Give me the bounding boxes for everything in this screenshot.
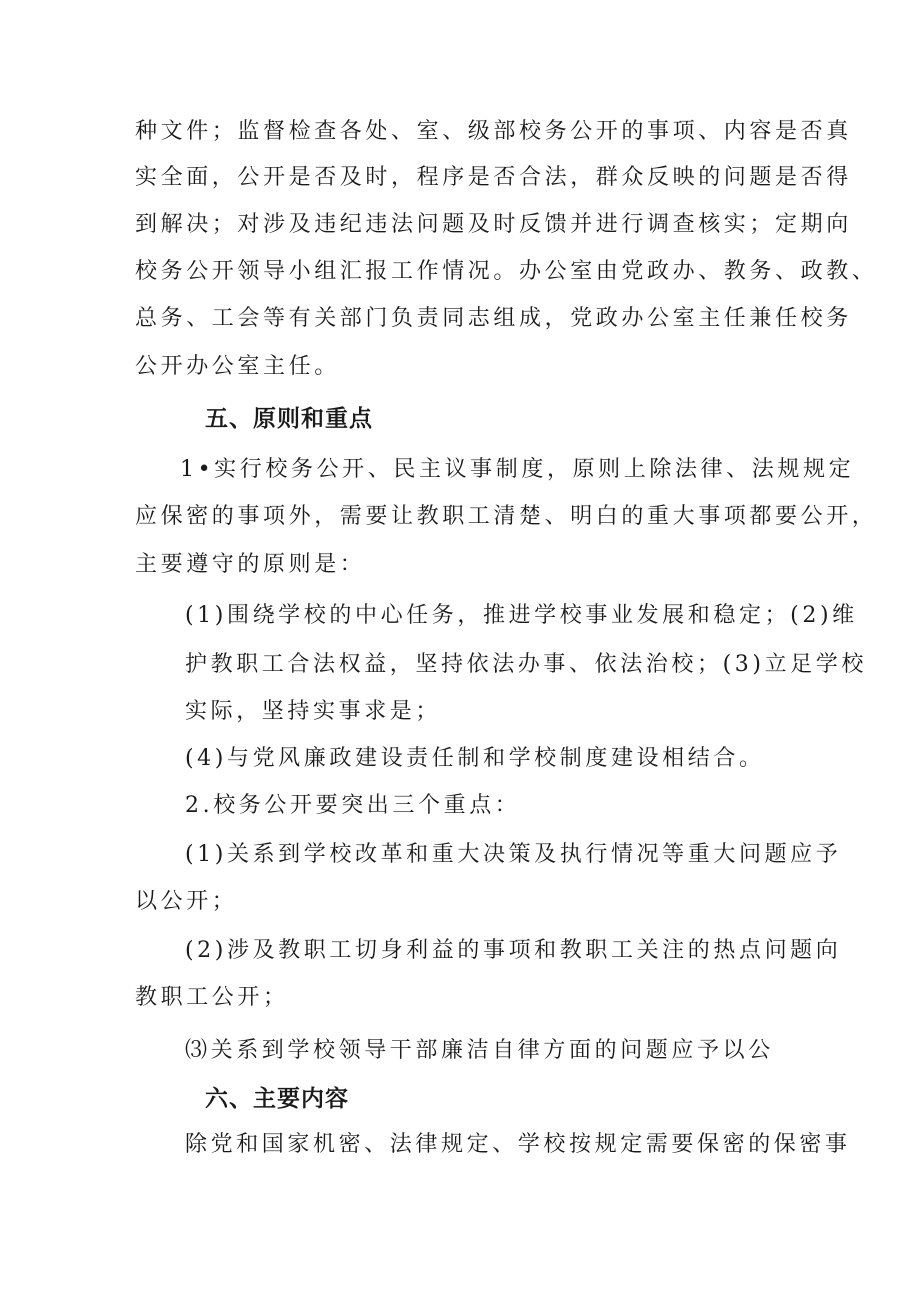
paragraph-line-15: (1)关系到学校改革和重大决策及执行情况等重大问题应予	[185, 842, 842, 867]
section-heading-5: 五、原则和重点	[205, 406, 373, 432]
paragraph-line-3: 到解决；对涉及违纪违法问题及时反馈并进行调查核实；定期向	[135, 212, 852, 237]
paragraph-line-12: 实际，坚持实事求是；	[185, 699, 442, 724]
section-heading-6: 六、主要内容	[205, 1086, 349, 1112]
paragraph-line-19: ⑶关系到学校领导干部廉洁自律方面的问题应予以公	[185, 1038, 774, 1063]
paragraph-line-4: 校务公开领导小组汇报工作情况。办公室由党政办、教务、政教、	[135, 259, 878, 284]
paragraph-line-1: 种文件；监督检查各处、室、级部校务公开的事项、内容是否真	[135, 119, 852, 144]
paragraph-line-20: 除党和国家机密、法律规定、学校按规定需要保密的保密事	[185, 1132, 851, 1157]
paragraph-line-2: 实全面，公开是否及时，程序是否合法，群众反映的问题是否得	[135, 165, 852, 190]
paragraph-line-13: (4)与党风廉政建设责任制和学校制度建设相结合。	[185, 746, 765, 771]
paragraph-line-18: 教职工公开；	[135, 985, 289, 1010]
paragraph-line-14: 2.校务公开要突出三个重点：	[185, 793, 521, 818]
paragraph-line-7: 1•实行校务公开、民主议事制度，原则上除法律、法规规定	[180, 457, 855, 482]
paragraph-line-17: (2)涉及教职工切身利益的事项和教职工关注的热点问题向	[185, 938, 842, 963]
paragraph-line-16: 以公开；	[135, 889, 238, 914]
paragraph-line-5: 总务、工会等有关部门负责同志组成，党政办公室主任兼任校务	[135, 306, 852, 331]
paragraph-line-10: (1)围绕学校的中心任务，推进学校事业发展和稳定；(2)维	[185, 603, 858, 628]
paragraph-line-8: 应保密的事项外，需要让教职工清楚、明白的重大事项都要公开，	[135, 504, 878, 529]
paragraph-line-9: 主要遵守的原则是：	[135, 552, 366, 577]
paragraph-line-11: 护教职工合法权益，坚持依法办事、依法治校；(3)立足学校	[185, 652, 867, 677]
paragraph-line-6: 公开办公室主任。	[135, 354, 340, 379]
